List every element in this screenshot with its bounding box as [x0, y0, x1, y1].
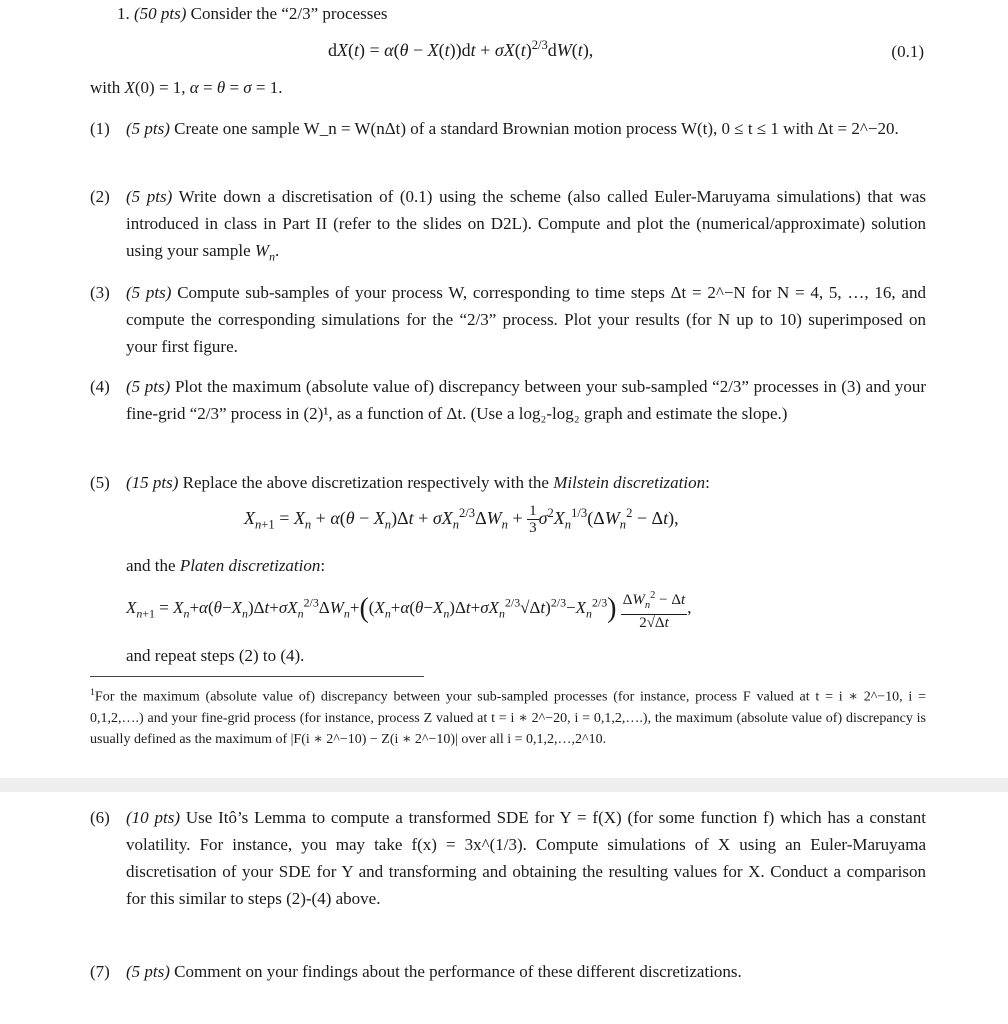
- item-1-points: (5 pts): [126, 119, 170, 138]
- footnote: [90, 682, 926, 750]
- item-2-points: (5 pts): [126, 187, 173, 206]
- item-4: [90, 373, 926, 427]
- item-4-text: Plot the maximum (absolute value of) discrepancy between your sub-sampled “2/3” processes in (3) and your fine-grid “2/3” process in (2)¹, as a function of Δt. (Use a log₂-log₂ graph and estimate the slope.): [126, 377, 927, 423]
- and-the-label: and the: [126, 556, 176, 575]
- item-2: (2) (5 pts) Write down a discretisation of (0.1) using the scheme (also called Euler-Maruyama simulations) that was introduced in class in Part II (refer to the slides on D2L). Compute and plot the (numerical/approximate) solution using your sample $W_n$.: [90, 183, 926, 270]
- problem-header: [117, 2, 388, 26]
- footnote-mark: 1: [90, 687, 95, 698]
- item-5-points: (15 pts): [126, 473, 179, 492]
- item-5-intro: Replace the above discretization respectively with the: [182, 473, 549, 492]
- item-1: [90, 115, 926, 142]
- item-3-points: (5 pts): [126, 283, 172, 302]
- item-6-text: Use Itô’s Lemma to compute a transformed SDE for Y = f(X) (for some function f) which has a constant volatility. For instance, you may take f(x) = 3x^(1/3). Compute simulations of X using an Euler-Maruyama discretisation of your SDE for Y and transforming and obtaining the resulting values for X. Conduct a comparison for this similar to steps (2)-(4) above.: [126, 808, 926, 908]
- problem-number: 1.: [117, 4, 130, 23]
- sde-equation: $dX(t) = \alpha(\theta - X(t))dt + \sigma X(t)^{2/3}dW(t)$,: [328, 38, 594, 60]
- problem-points: (50 pts): [134, 4, 187, 23]
- item-1-number: (1): [90, 119, 110, 138]
- platen-intro: and the Platen discretization:: [126, 556, 326, 575]
- item-2-text: Write down a discretisation of (0.1) using the scheme (also called Euler-Maruyama simulations) that was introduced in class in Part II (refer to the slides on D2L). Compute and plot the (numerical/approximate) solution using your sample: [126, 187, 927, 260]
- item-7-text: Comment on your findings about the performance of these different discretizations.: [174, 962, 742, 981]
- repeat-steps: and repeat steps (2) to (4).: [126, 646, 305, 665]
- item-3: [90, 279, 926, 360]
- item-7-points: (5 pts): [126, 962, 170, 981]
- footnote-text: For the maximum (absolute value of) discrepancy between your sub-sampled processes (for instance, process F valued at t = i ∗ 2^−10, i = 0,1,2,….) and your fine-grid process (for instance, process Z valued at t = i ∗ 2^−20, i = 0,1,2,….), the maximum (absolute value of) discrepancy is usually defined as the maximum of |F(i ∗ 2^−10) − Z(i ∗ 2^−10)| over all i = 0,1,2,…,2^10.: [90, 689, 926, 747]
- conditions-prefix: with: [90, 78, 121, 97]
- item-3-number: (3): [90, 283, 110, 302]
- item-1-text: Create one sample W_n = W(nΔt) of a standard Brownian motion process W(t), 0 ≤ t ≤ 1 with Δt = 2^−20.: [174, 119, 899, 138]
- platen-equation: $X_{n+1} = X_n+\alpha(\theta-X_n)\Delta t+\sigma X_n^{2/3}\Delta W_n+((X_n+\alpha(\theta-X_n)\Delta t+\sigma X_n^{2/3}√\Delta t)^{2/3}-X_n^{2/3})$ $\frac{\Delta W_n^2 - \Delta t}{2√\Delta t}$ ,: [126, 590, 692, 631]
- platen-label: Platen discretization: [179, 556, 321, 575]
- page-gap: [0, 778, 1008, 792]
- milstein-label: Milstein discretization: [553, 473, 706, 492]
- initial-conditions: with X(0) = 1, α = θ = σ = 1.: [90, 78, 283, 97]
- item-4-points: (5 pts): [126, 377, 171, 396]
- item-2-number: (2): [90, 187, 110, 206]
- item-7-number: (7): [90, 962, 110, 981]
- page-2: [0, 792, 1008, 1024]
- item-6-points: (10 pts): [126, 808, 180, 827]
- milstein-equation: $X_{n+1} = X_n + \alpha(\theta - X_n)\Delta t + \sigma X_n^{2/3}\Delta W_n$ + $\frac{1}{3}$ $\sigma^2X_n^{1/3}(\Delta W_n^2 - \Delta t)$,: [244, 503, 679, 536]
- item-5-number: (5): [90, 473, 110, 492]
- item-6-number: (6): [90, 808, 110, 827]
- item-5: (5) (15 pts) Replace the above discretization respectively with the Milstein discretization:: [90, 469, 926, 496]
- footnote-separator: [90, 676, 424, 677]
- problem-title: Consider the “2/3” processes: [190, 4, 388, 23]
- equation-label: (0.1): [891, 42, 924, 61]
- item-7: [90, 958, 926, 985]
- item-3-text: Compute sub-samples of your process W, corresponding to time steps Δt = 2^−N for N = 4, 5, …, 16, and compute the corresponding simulations for the “2/3” process. Plot your results (for N up to 10) superimposed on your first figure.: [126, 283, 926, 356]
- item-4-number: (4): [90, 377, 110, 396]
- item-6: [90, 804, 926, 912]
